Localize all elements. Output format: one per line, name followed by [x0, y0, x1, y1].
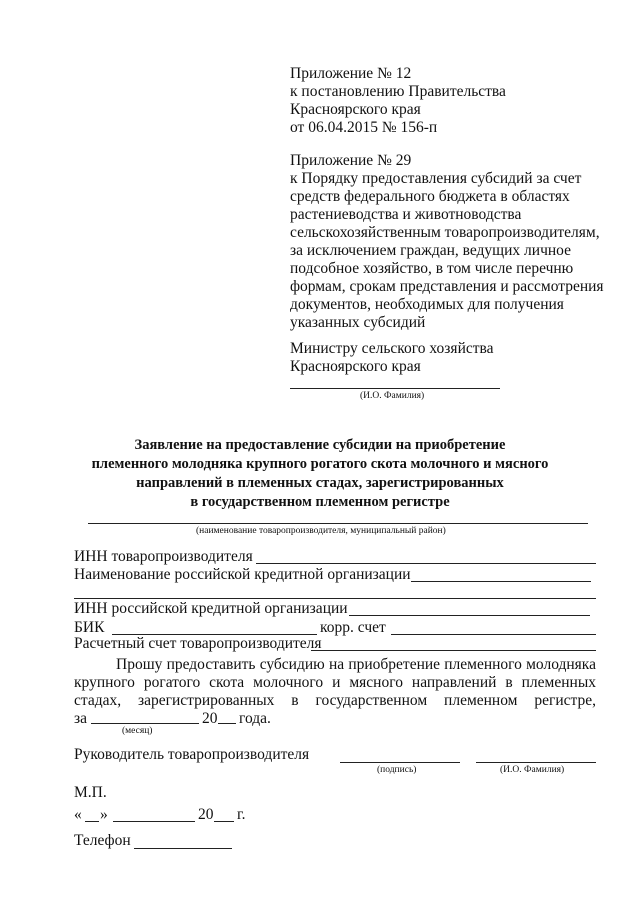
bik-label: БИК — [74, 619, 105, 636]
producer-name-line[interactable] — [88, 523, 588, 524]
title-line: в государственном племенном регистре — [190, 494, 450, 510]
appendix-12-line: Приложение № 12 — [290, 65, 412, 82]
appendix-29-line: Приложение № 29 — [290, 152, 412, 169]
title-line: направлений в племенных стадах, зарегистрированных — [136, 475, 504, 491]
bank-name-field-continued[interactable] — [74, 598, 596, 599]
year-field[interactable] — [218, 723, 236, 724]
addressee-name-caption: (И.О. Фамилия) — [360, 391, 425, 401]
appendix-29-line: растениеводства и животноводства — [290, 206, 522, 223]
appendix-29-line: документов, необходимых для получения — [290, 296, 564, 313]
corr-account-label: корр. счет — [320, 619, 386, 636]
bank-inn-label: ИНН российской кредитной организации — [74, 600, 348, 617]
date-month-field[interactable] — [113, 821, 195, 822]
appendix-12-line: от 06.04.2015 № 156-п — [290, 119, 438, 136]
bank-name-label: Наименование российской кредитной организации — [74, 566, 411, 583]
stamp-label: М.П. — [74, 784, 107, 801]
appendix-29-line: указанных субсидий — [290, 314, 426, 331]
appendix-29-line: подсобное хозяйство, в том числе перечню — [290, 260, 574, 277]
date-year-suffix: г. — [237, 806, 246, 823]
appendix-29-header — [290, 152, 604, 332]
inn-label: ИНН товаропроизводителя — [74, 548, 253, 565]
signature-caption: (подпись) — [377, 765, 417, 775]
bank-name-field[interactable] — [411, 581, 591, 582]
za-label: за — [74, 710, 88, 727]
appendix-12-line: Красноярского края — [290, 101, 421, 118]
date-close-quote: » — [100, 806, 108, 823]
appendix-29-line: сельскохозяйственным товаропроизводителям, — [290, 224, 600, 241]
signature-label: Руководитель товаропроизводителя — [74, 746, 310, 763]
appendix-29-line: средств федерального бюджета в областях — [290, 188, 570, 205]
corr-account-field[interactable] — [391, 634, 596, 635]
producer-caption: (наименование товаропроизводителя, муниципальный район) — [196, 526, 446, 536]
year-suffix: года. — [239, 710, 271, 727]
signature-field[interactable] — [340, 762, 460, 763]
date-year-field[interactable] — [214, 821, 234, 822]
addressee-line: Министру сельского хозяйства — [290, 340, 494, 357]
title-line: племенного молодняка крупного рогатого скота молочного и мясного — [91, 456, 549, 472]
date-year-prefix: 20 — [198, 806, 214, 823]
month-field[interactable] — [91, 723, 199, 724]
request-line-1: Прошу предоставить субсидию на приобретение племенного молодняка — [116, 656, 596, 673]
appendix-12-line: к постановлению Правительства — [290, 83, 506, 100]
addressee-name-line[interactable] — [290, 388, 500, 389]
date-open-quote: « — [74, 806, 82, 823]
date-day-field[interactable] — [85, 821, 99, 822]
appendix-29-line: формам, срокам представления и рассмотрения — [290, 278, 604, 295]
appendix-12-header — [290, 65, 506, 137]
appendix-29-line: к Порядку предоставления субсидий за счет — [290, 170, 582, 187]
request-line-3: стадах, зарегистрированных в государственном племенном регистре, — [74, 692, 596, 709]
request-line-2: крупного рогатого скота молочного и мясного направлений в племенных — [74, 674, 596, 691]
bank-inn-field[interactable] — [349, 615, 590, 616]
addressee-block — [290, 340, 494, 376]
signatory-name-field[interactable] — [476, 762, 596, 763]
addressee-line: Красноярского края — [290, 358, 421, 375]
title-line: Заявление на предоставление субсидии на приобретение — [134, 437, 506, 453]
inn-field[interactable] — [256, 563, 596, 564]
document-title — [0, 436, 640, 512]
phone-field[interactable] — [134, 848, 232, 849]
appendix-29-line: за исключением граждан, ведущих личное — [290, 242, 571, 259]
signatory-name-caption: (И.О. Фамилия) — [500, 765, 565, 775]
account-field[interactable] — [311, 650, 596, 651]
account-label: Расчетный счет товаропроизводителя — [74, 635, 322, 652]
month-caption: (месяц) — [122, 726, 153, 736]
phone-label: Телефон — [74, 832, 131, 849]
year-prefix: 20 — [202, 710, 218, 727]
